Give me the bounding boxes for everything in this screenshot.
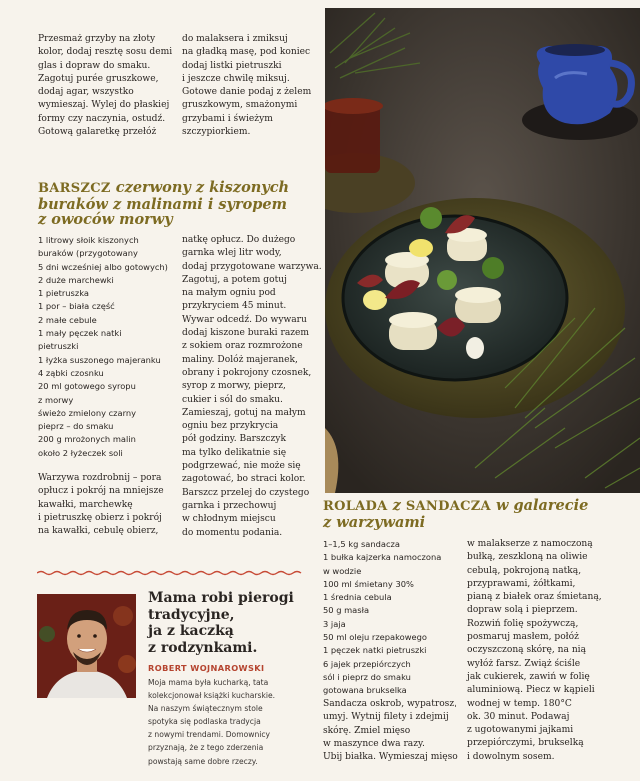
text-line: Zamieszaj, gotuj na małym [182,407,306,418]
ingredient-item: z morwy [38,394,74,405]
ingredient-item: pieprz – do smaku [38,421,114,432]
rolada-title-line-2: z warzywami [323,513,426,531]
text-line: Ubij białka. Wymieszaj mięso [323,752,458,763]
text-line: garnka wlej litr wody, [182,248,282,259]
method-paragraph [182,234,322,540]
text-line: wodnej w temp. 180°C [467,698,572,709]
text-line: w maszynce dwa razy. [323,738,425,749]
quote-line: tradycyjne, [148,606,235,623]
text-line: skórę. Zmiel mięso [323,725,411,736]
text-line: cebulą, pokrojoną natką, [467,565,582,576]
text-line: Zagotuj purée gruszkowe, [38,73,159,84]
ingredient-item: 20 ml gotowego syropu [38,381,136,392]
ingredient-item: 1–1,5 kg sandacza [323,539,400,549]
text-line: garnka i przechowuj [182,500,277,511]
text-line: gruszkowym, smażonymi [182,100,298,111]
intro-paragraph [38,33,178,139]
bio-line: spotyka się podlaska tradycja [148,717,261,727]
ingredient-item: 1 łyżka suszonego majeranku [38,354,161,365]
barszcz-method-1 [38,472,178,538]
ingredient-list [38,234,178,460]
method-paragraph [38,472,178,538]
text-line: kawałki, marchewkę [38,499,133,510]
text-line: dodaj kiszone buraki razem [182,328,310,339]
text-line: formy czy naczynia, ostudź. [38,113,166,124]
ingredient-item: sól i pieprz do smaku [323,671,411,682]
bio-line: przyznają, że z tego zderzenia [148,743,264,753]
text-line: ogniu bez przykrycia [182,421,279,432]
text-line: w malakserze z namoczoną [467,539,593,549]
text-line: dodaj przygotowane warzywa. [182,261,322,272]
dish-photo [325,8,640,493]
text-line: grzybami i świeżym [182,113,273,124]
quote-line: z rodzynkami. [148,639,258,656]
author-bio [148,676,313,768]
text-line: wymieszaj. Wylej do płaskiej [38,100,170,111]
ingredient-item: 1 średnia cebula [323,592,392,603]
author-photo [37,594,136,698]
barszcz-title [38,180,318,228]
barszcz-method-2 [182,234,322,540]
method-paragraph [467,538,617,764]
bio-line: z nowymi trendami. Domownicy [148,730,271,740]
ingredient-item: 3 jaja [323,618,346,629]
text-line: opłucz i pokrój na mniejsze [38,486,164,497]
rolada-method-1 [323,698,463,764]
quote-line: ja z kaczką [148,623,234,639]
text-line: Gotowe danie podaj z żelem [182,87,312,98]
barszcz-title-line-1: BARSZCZ czerwony z kiszonych [38,179,290,196]
text-line: na kawałki, cebulę obierz, [38,526,159,537]
author-quote [148,590,313,656]
text-line: Przesmaż grzyby na złoty [38,34,156,44]
ingredient-item: gotowana brukselka [323,685,407,696]
text-line: do malaksera i zmiksuj [182,34,288,44]
text-line: natkę opłucz. Do dużego [182,235,296,245]
text-line: cukier i sól do smaku. [182,394,283,405]
bio-line: powstają same dobre rzeczy. [148,756,258,766]
barszcz-ingredients [38,234,178,460]
text-line: Sandacza oskrob, wypatroszˌ [323,699,457,709]
text-line: pół godziny. Barszczyk [182,434,286,445]
rolada-ingredients [323,538,463,698]
barszcz-title-line-2: buraków z malinami i syropem [38,195,287,213]
text-line: na małym ogniu pod [182,288,276,299]
ingredient-item: 5 dni wcześniej albo gotowych) [38,261,168,272]
bio-text [148,676,313,768]
ingredient-item: 50 ml oleju rzepakowego [323,632,427,643]
rolada-method-2 [467,538,617,764]
text-line: jak cukierek, zawiń w folię [467,671,590,682]
text-line: maliny. Dolóż majeranek, [182,354,298,365]
text-line: z sokiem oraz rozmrożone [182,341,303,352]
method-paragraph [323,698,463,764]
ingredient-item: pietruszki [38,341,79,352]
intro-column-1 [38,33,178,139]
text-line: zagotować, bo straci kolor. [182,474,306,485]
ingredient-item: 1 por – biała część [38,301,115,312]
decorative-divider [37,570,305,576]
text-line: podgrzewać, nie może się [182,461,301,472]
bio-line: Na naszym świątecznym stole [148,704,263,714]
ingredient-item: 1 litrowy słoik kiszonych [38,235,139,245]
text-line: do momentu podania. [182,527,283,538]
text-line: i jeszcze chwilę miksuj. [182,73,290,84]
bio-line: kolekcjonował książki kucharskie. [148,691,276,701]
text-line: na gładką masę, pod koniec [182,47,311,58]
intro-paragraph [182,33,322,139]
text-line: oczyszczoną skórę, na nią [467,645,587,656]
text-line: z ugotowanymi jajkami [467,725,574,736]
text-line: dopraw solą i pieprzem. [467,605,578,616]
text-line: bułką, zeszkloną na oliwie [467,552,588,563]
text-line: aluminiową. Piecz w kąpieli [467,685,595,696]
text-line: dodaj agar, wszystko [38,87,134,98]
rolada-title-line-1: ROLADA z SANDACZA w galarecie [323,497,589,514]
ingredient-item: około 2 łyżeczek soli [38,447,123,458]
ingredient-item: 100 ml śmietany 30% [323,578,414,589]
text-line: umyj. Wytnij filety i zdejmij [323,712,449,723]
text-line: Rozwiń folię spożywczą, [467,618,579,629]
ingredient-item: 2 małe cebule [38,314,97,325]
text-line: Barszcz przelej do czystego [182,487,310,498]
intro-column-2 [182,33,322,139]
text-line: syrop z morwy, pieprz, [182,381,286,392]
text-line: przykryciem 45 minut. [182,301,287,312]
text-line: dodaj listki pietruszki [182,60,282,71]
text-line: pianą z białek oraz śmietaną, [467,592,602,603]
ingredient-item: 2 duże marchewki [38,274,114,285]
text-line: ok. 30 minut. Podawaj [467,711,570,722]
barszcz-title-line-3: z owoców morwy [38,211,173,228]
ingredient-item: 50 g masła [323,605,370,616]
ingredient-item: w wodzie [323,565,362,576]
text-line: posmaruj masłem, połóż [467,632,579,643]
text-line: Wywar odcedź. Do wywaru [182,314,307,325]
ingredient-item: 1 mały pęczek natki [38,328,122,339]
text-line: przepiórczymi, brukselką [467,738,584,749]
text-line: Gotową galaretkę przełóż [38,127,157,138]
text-line: wyłóż farsz. Zwiąż ściśle [467,658,581,669]
author-name: ROBERT WOJNAROWSKI [148,663,265,673]
ingredient-item: buraków (przygotowany [38,248,138,259]
text-line: obrany i pokrojony czosnek, [182,367,312,378]
ingredient-item: 1 bułka kajzerka namoczona [323,552,442,563]
text-line: glas i dopraw do smaku. [38,60,151,71]
text-line: i pietruszkę obierz i pokrój [38,512,162,523]
ingredient-item: 1 pęczek natki pietruszki [323,645,427,656]
ingredient-item: 1 pietruszka [38,288,89,299]
ingredient-item: 200 g mrożonych malin [38,434,136,445]
quote-line: Mama robi pierogi [148,590,294,606]
text-line: Zagotuj, a potem gotuj [182,274,287,285]
text-line: i dowolnym sosem. [467,751,555,762]
text-line: kolor, dodaj resztę sosu demi [38,47,173,58]
text-line: ma tylko delikatnie się [182,447,287,458]
bio-line: Moja mama była kucharką, tata [148,678,269,687]
text-line: przyprawami, żółtkami, [467,578,576,589]
text-line: Warzywa rozdrobnij – pora [38,473,162,483]
text-line: szczypiorkiem. [182,127,251,138]
ingredient-item: 4 ząbki czosnku [38,367,104,378]
ingredient-list [323,538,463,698]
text-line: w chłodnym miejscu [182,514,276,525]
quote-text [148,590,313,656]
ingredient-item: świeżo zmielony czarny [38,407,137,418]
ingredient-item: 6 jajek przepiórczych [323,658,411,669]
rolada-title [323,498,623,530]
